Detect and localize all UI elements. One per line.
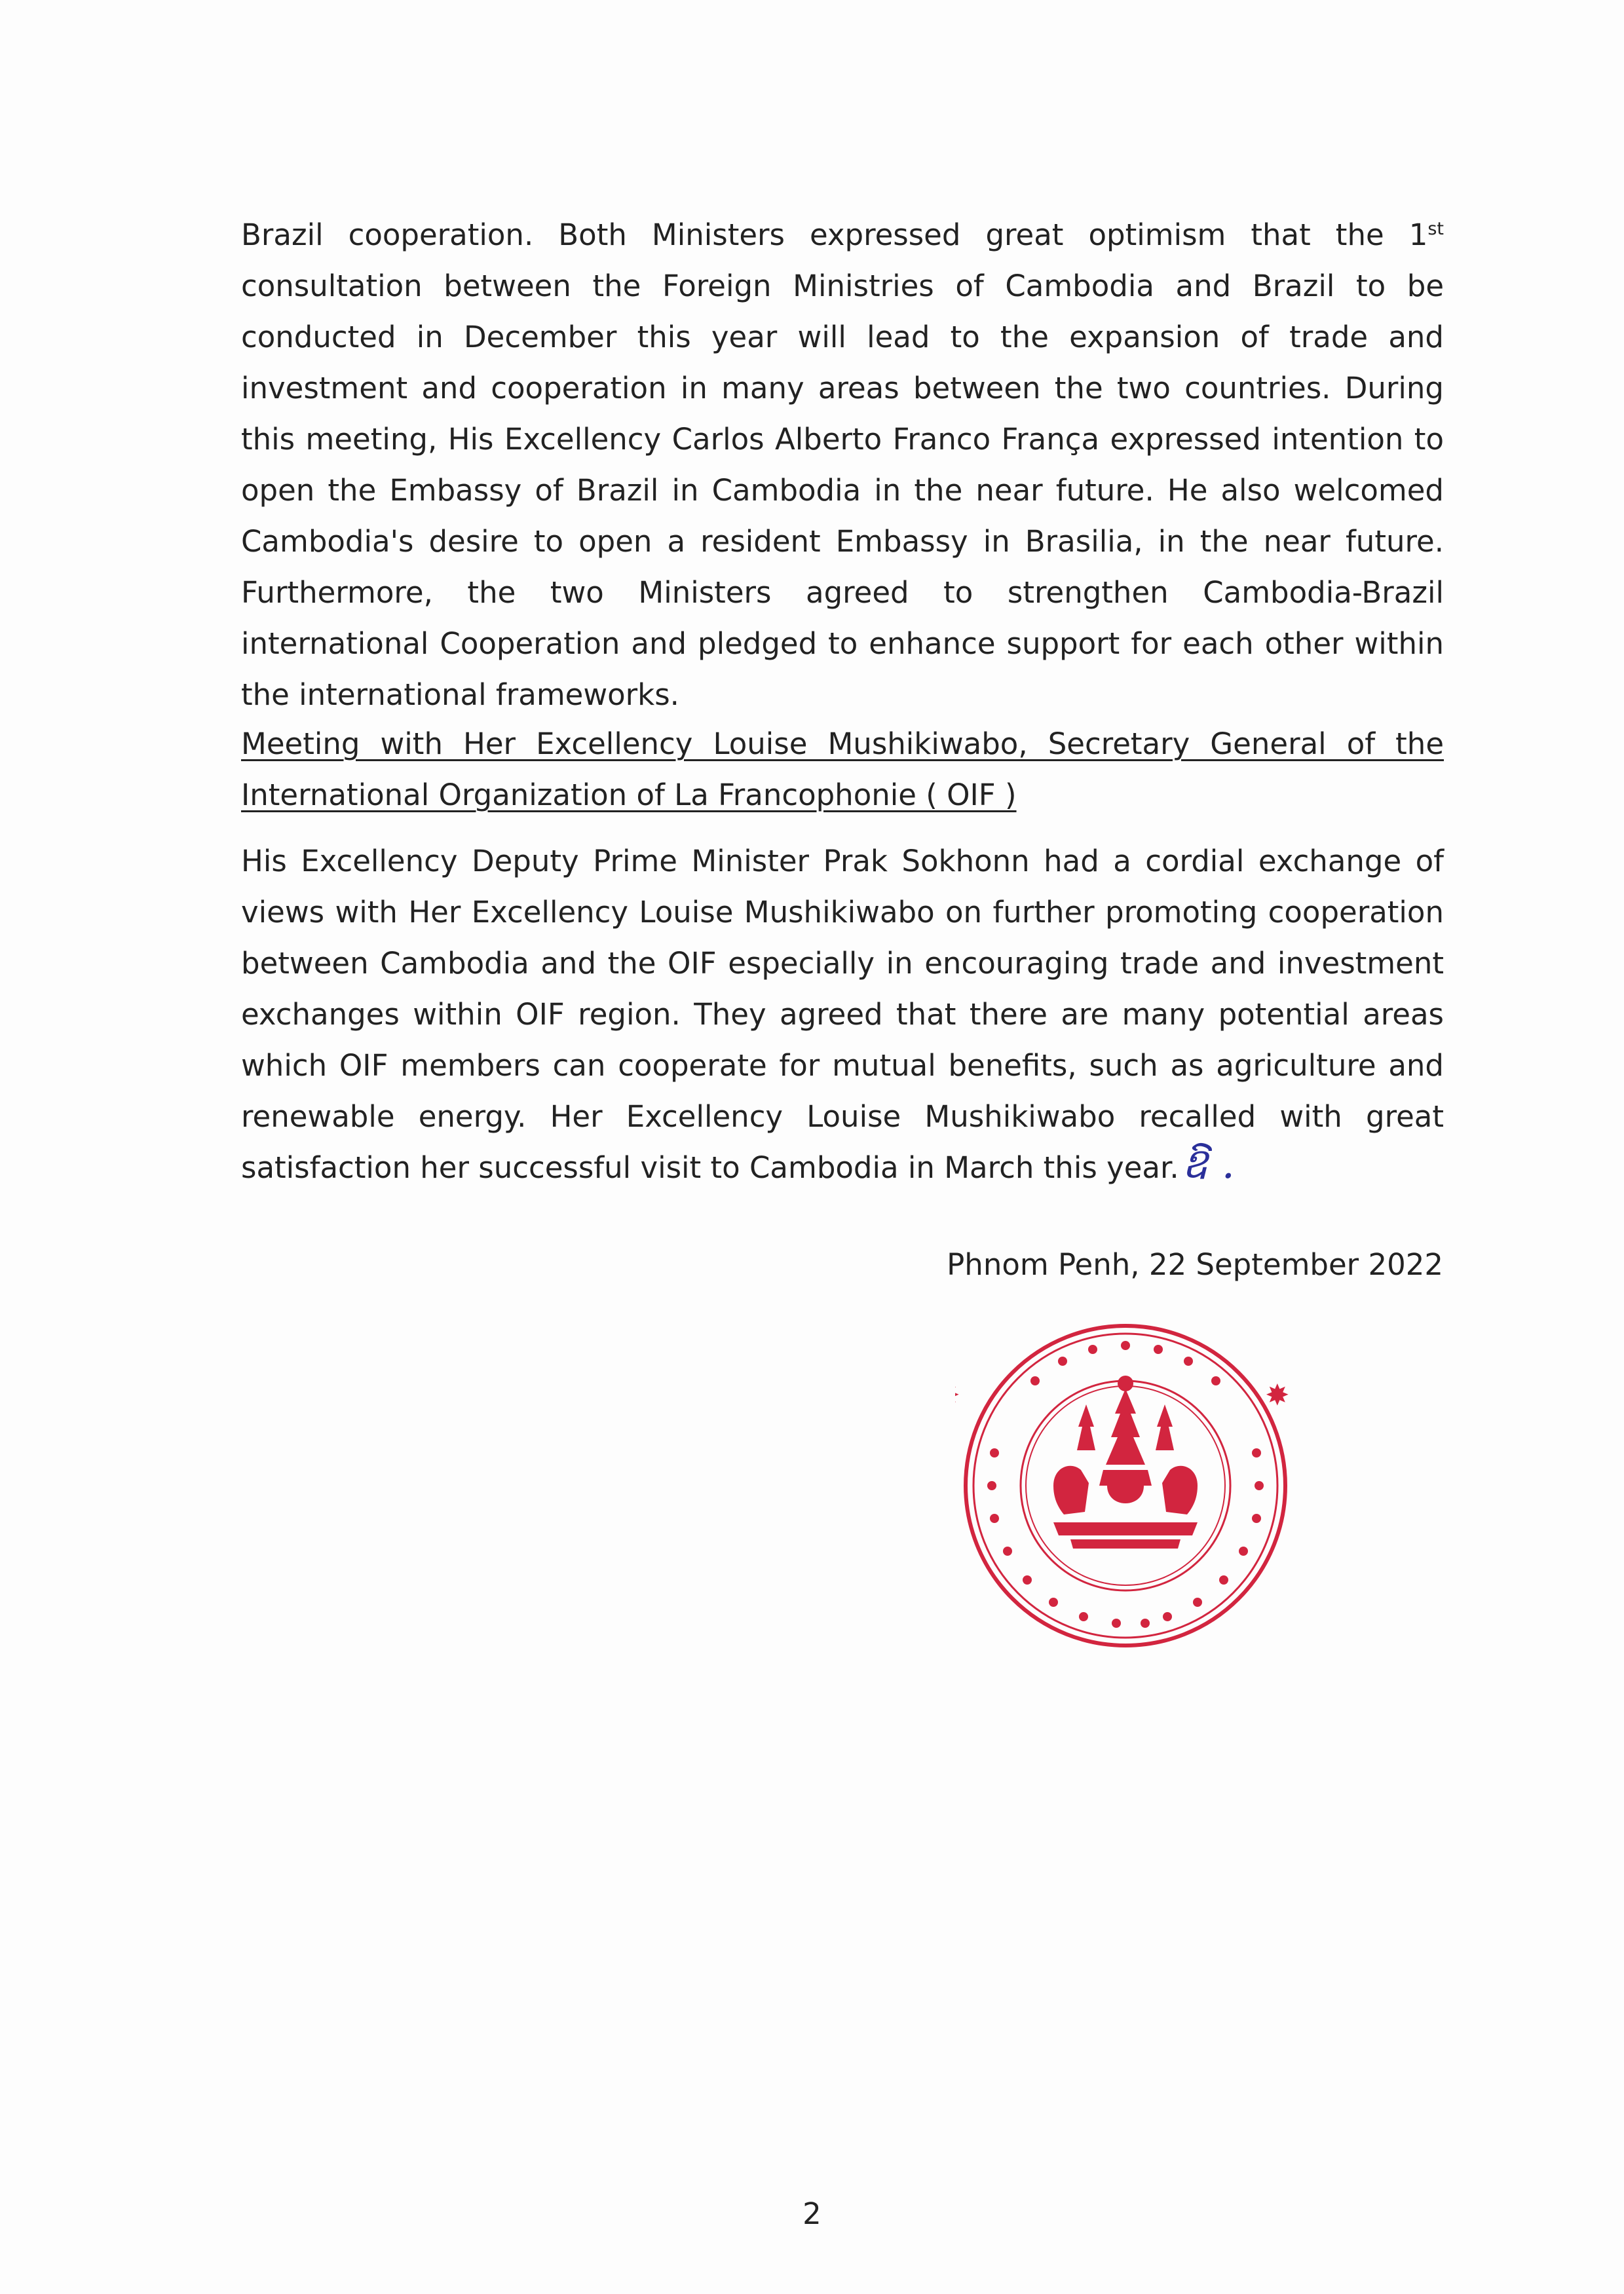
- paragraph-brazil-cooperation: [241, 210, 1444, 721]
- handwritten-initial: ឱ .: [1181, 1140, 1235, 1188]
- page-number: 2: [803, 2196, 821, 2231]
- paragraph-1-text-end: consultation between the Foreign Ministries of Cambodia and Brazil to be conducted in December this year will lead to the expansion of trade and investment and cooperation in many areas between the two countries. During this meeting, His Excellency Carlos Alberto Franco França expressed intention to open the Embassy of Brazil in Cambodia in the near future. He also welcomed Cambodia's desire to open a resident Embassy in Brasilia, in the near future. Furthermore, the two Ministers agreed to strengthen Cambodia-Brazil international Cooperation and pledged to enhance support for each other within the international frameworks.: [241, 269, 1444, 712]
- place-and-date: Phnom Penh, 22 September 2022: [947, 1247, 1443, 1282]
- paragraph-2-text: His Excellency Deputy Prime Minister Prak Sokhonn had a cordial exchange of views with Her Excellency Louise Mushikiwabo on further promoting cooperation between Cambodia and the OIF especially in encouraging trade and investment exchanges within OIF region. They agreed that there are many potential areas which OIF members can cooperate for mutual benefits, such as agriculture and renewable energy. Her Excellency Louise Mushikiwabo recalled with great satisfaction her successful visit to Cambodia in March this year.: [241, 844, 1444, 1185]
- section-heading-oif-meeting: [241, 719, 1444, 821]
- ministry-seal-stamp: [955, 1315, 1296, 1656]
- ordinal-superscript: st: [1427, 219, 1444, 239]
- paragraph-oif-meeting: [241, 836, 1444, 1194]
- section-heading-text: Meeting with Her Excellency Louise Mushikiwabo, Secretary General of the International Organization of La Francophonie ( OIF ): [241, 726, 1444, 812]
- paragraph-1-text-start: Brazil cooperation. Both Ministers expressed great optimism that the 1: [241, 217, 1428, 252]
